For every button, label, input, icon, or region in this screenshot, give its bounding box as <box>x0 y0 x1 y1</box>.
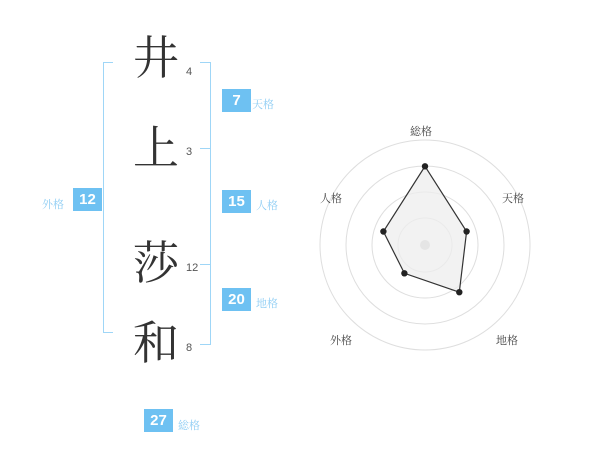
gaikaku-label: 外格 <box>42 199 64 211</box>
gaikaku-badge: 12 <box>73 188 102 211</box>
radar-axis-label-soukaku: 総格 <box>410 126 432 138</box>
kanji-char-4: 和 <box>133 316 179 370</box>
stroke-count-1: 4 <box>186 66 193 78</box>
radar-chart <box>310 110 540 365</box>
radar-point <box>422 163 428 169</box>
radar-point <box>380 228 386 234</box>
soukaku-badge: 27 <box>144 409 173 432</box>
radar-series <box>380 163 470 295</box>
radar-axis-label-chikaku: 地格 <box>496 335 518 347</box>
radar-point <box>401 270 407 276</box>
radar-point <box>456 289 462 295</box>
chikaku-label: 地格 <box>256 298 278 310</box>
stroke-count-3: 12 <box>186 262 199 274</box>
jinkaku-badge: 15 <box>222 190 251 213</box>
soukaku-label: 総格 <box>178 420 200 432</box>
stroke-count-2: 3 <box>186 146 193 158</box>
gaikaku-bracket-spine <box>103 62 105 332</box>
chikaku-bracket-bottom <box>200 344 211 346</box>
tenkaku-label: 天格 <box>252 99 274 111</box>
radar-axis-label-gaikaku: 外格 <box>330 335 352 347</box>
kanji-char-3: 莎 <box>133 236 179 290</box>
tenkaku-badge: 7 <box>222 89 251 112</box>
stroke-count-4: 8 <box>186 342 193 354</box>
radar-axis-label-jinkaku: 人格 <box>320 193 342 205</box>
radar-axis-label-tenkaku: 天格 <box>502 193 524 205</box>
chikaku-bracket-spine <box>210 264 212 344</box>
gaikaku-bracket-bottom <box>103 332 113 334</box>
kanji-char-2: 上 <box>133 121 179 175</box>
radar-point <box>463 228 469 234</box>
jinkaku-bracket-spine <box>210 148 212 264</box>
chikaku-badge: 20 <box>222 288 251 311</box>
tenkaku-bracket-spine <box>210 62 212 148</box>
jinkaku-label: 人格 <box>256 200 278 212</box>
kanji-char-1: 井 <box>133 31 179 85</box>
radar-chart-svg <box>310 110 540 360</box>
